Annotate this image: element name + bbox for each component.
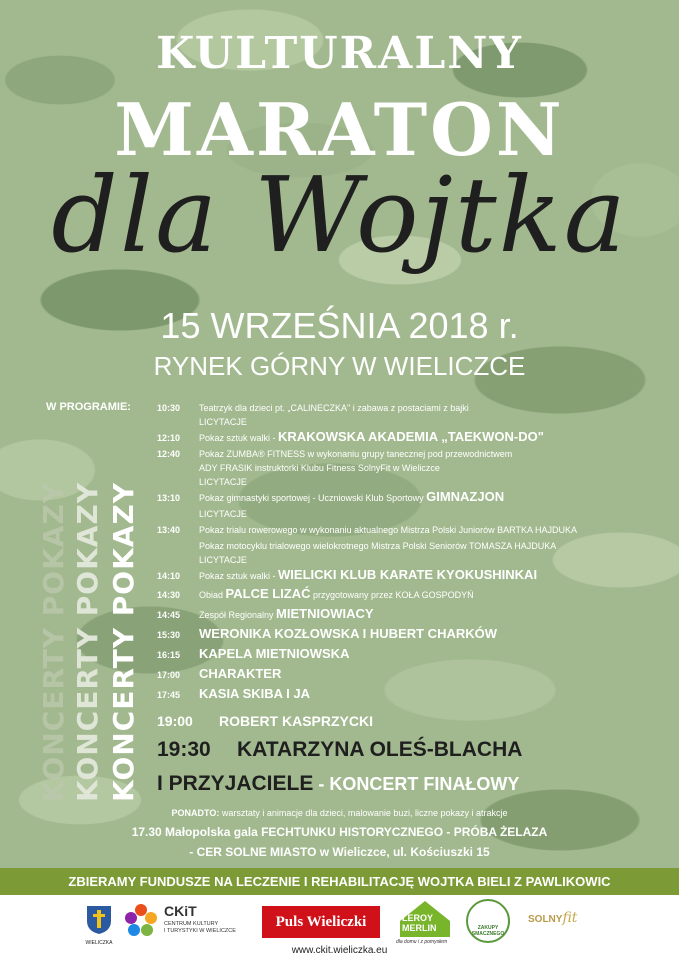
side-text-faded: KONCERTY POKAZY <box>37 481 70 802</box>
wieliczka-crest-icon <box>86 905 112 935</box>
title-dla-wojtka: dla Wojtka <box>51 154 628 276</box>
solny-fit-logo: SOLNYfit <box>528 910 578 926</box>
website-url: www.ckit.wieliczka.eu <box>291 945 388 956</box>
ckit-logo: CKiT CENTRUM KULTURY I TURYSTYKI W WIELICZCE <box>122 901 252 941</box>
program-row: 14:45 Zespół Regionalny MIETNIOWIACY <box>157 606 374 621</box>
program-row: 10:30 Teatrzyk dla dzieci pt. „CALINECZKA" i zabawa z postaciami z bajki <box>157 403 469 413</box>
program-row: LICYTACJE <box>199 477 247 487</box>
wieliczka-logo: WIELICZKA <box>82 905 116 946</box>
program-row: 15:30 WERONIKA KOZŁOWSKA I HUBERT CHARKÓW <box>157 626 498 641</box>
program-row: ADY FRASIK instruktorki Klubu Fitness SolnyFit w Wieliczce <box>199 463 440 473</box>
title-kulturalny: KULTURALNY <box>156 28 523 79</box>
program-row: 17:45 KASIA SKIBA I JA <box>157 686 310 701</box>
gala-line-1: 17.30 Małopolska gala FECHTUNKU HISTORYCZNEGO - PRÓBA ŻELAZA <box>131 825 548 839</box>
program-row: Pokaz motocyklu trialowego wielokrotnego Mistrza Polski Seniorów TOMASZA HAJDUKA <box>199 541 557 551</box>
ckit-flower-icon <box>122 901 160 939</box>
zakupy-smacznego-logo: ZAKUPY SMACZNEGO <box>466 899 510 943</box>
fundraising-banner: ZBIERAMY FUNDUSZE NA LECZENIE I REHABILITACJĘ WOJTKA BIELI Z PAWLIKOWIC <box>0 868 679 895</box>
headline-kasprzycki: 19:00 ROBERT KASPRZYCKI <box>157 713 374 729</box>
program-row: 12:10 Pokaz sztuk walki - KRAKOWSKA AKADEMIA „TAEKWON-DO" <box>157 429 544 444</box>
title-maraton: MARATON <box>114 87 565 172</box>
program-label: W PROGRAMIE: <box>46 401 131 413</box>
leroy-merlin-logo: LEROY MERLIN dla domu i z pomysłem <box>396 899 456 949</box>
program-row: 17:00 CHARAKTER <box>157 666 282 681</box>
side-text <box>37 422 150 802</box>
program-row: 14:30 Obiad PALCE LIZAĆ przygotowany przez KOŁA GOSPODYŃ <box>157 586 474 601</box>
event-place: RYNEK GÓRNY W WIELICZCE <box>153 351 526 381</box>
program-row: 16:15 KAPELA MIETNIOWSKA <box>157 646 350 661</box>
ponadto-line: PONADTO: warsztaty i animacje dla dzieci, malowanie buzi, liczne pokazy i atrakcje <box>171 808 508 818</box>
program-row: LICYTACJE <box>199 555 247 565</box>
side-text-white: KONCERTY POKAZY <box>107 481 140 802</box>
program-row: LICYTACJE <box>199 509 247 519</box>
program-row: 14:10 Pokaz sztuk walki - WIELICKI KLUB KARATE KYOKUSHINKAI <box>157 567 538 582</box>
headline-przyjaciele: I PRZYJACIELE - KONCERT FINAŁOWY <box>157 772 520 795</box>
program-row: 12:40 Pokaz ZUMBA® FITNESS w wykonaniu grupy tanecznej pod przewodnictwem <box>157 449 513 459</box>
program-row: LICYTACJE <box>199 417 247 427</box>
program-row: 13:10 Pokaz gimnastyki sportowej - Uczniowski Klub Sportowy GIMNAZJON <box>157 489 505 504</box>
event-date: 15 WRZEŚNIA 2018 r. <box>160 305 519 346</box>
headline-oles-blacha: 19:30 KATARZYNA OLEŚ-BLACHA <box>157 738 523 761</box>
gala-line-2: - CER SOLNE MIASTO w Wieliczce, ul. Kościuszki 15 <box>189 845 490 859</box>
program-row: 13:40 Pokaz trialu rowerowego w wykonaniu aktualnego Mistrza Polski Juniorów BARTKA HAJDUKA <box>157 525 577 535</box>
side-text-light: KONCERTY POKAZY <box>71 481 104 802</box>
puls-wieliczki-logo: Puls Wieliczki <box>262 906 380 938</box>
